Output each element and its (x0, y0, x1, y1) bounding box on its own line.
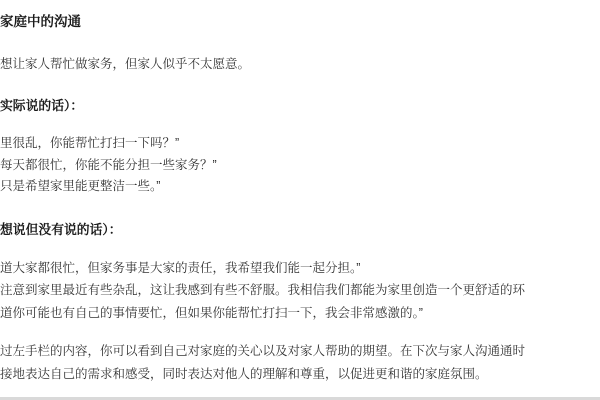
intro-paragraph: 想让家人帮忙做家务，但家人似乎不太愿意。 (0, 57, 251, 72)
unsaid-line: 道大家都很忙，但家务事是大家的责任，我希望我们能一起分担。” (0, 260, 361, 275)
closing-line: 接地表达自己的需求和感受，同时表达对他人的理解和尊重，以促进更和谐的家庭氛围。 (0, 367, 488, 382)
spacer (0, 32, 600, 54)
spacer (0, 324, 600, 340)
section-heading-unsaid: 想说但没有说的话）： (0, 222, 122, 238)
spacer (0, 198, 600, 220)
unsaid-line: 注意到家里最近有些杂乱，这让我感到有些不舒服。我相信我们都能为家里创造一个更舒适的环 (0, 283, 526, 298)
said-line: 里很乱，你能帮忙打扫一下吗？” (0, 135, 180, 150)
section-heading-said: 实际说的话）： (0, 98, 84, 114)
spacer (0, 241, 600, 257)
said-line: 每天都很忙，你能不能分担一些家务？” (0, 157, 217, 172)
spacer (0, 74, 600, 96)
said-line: 只是希望家里能更整洁一些。” (0, 179, 161, 194)
document-content (0, 12, 600, 387)
document-title: 家庭中的沟通 (0, 14, 81, 29)
closing-line: 过左手栏的内容，你可以看到自己对家庭的关心以及对家人帮助的期望。在下次与家人沟通通时 (0, 344, 526, 359)
spacer (0, 117, 600, 133)
unsaid-line: 道你可能也有自己的事情要忙，但如果你能帮忙打扫一下，我会非常感激的。” (0, 305, 423, 320)
